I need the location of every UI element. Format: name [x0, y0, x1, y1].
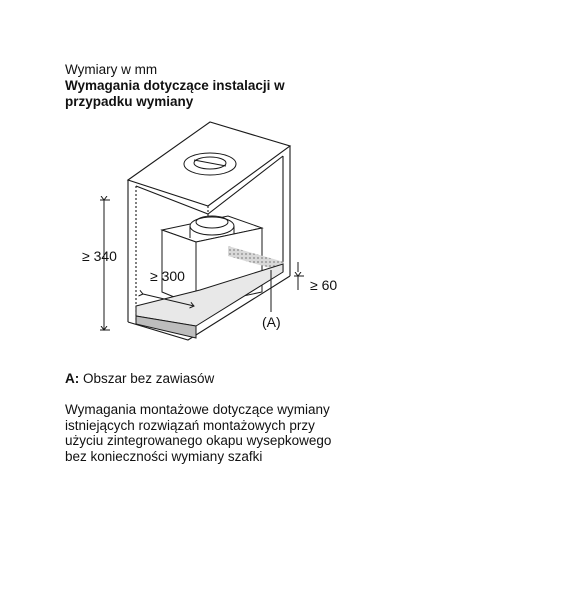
gap-label: ≥ 60: [310, 277, 338, 293]
unit-note: Wymiary w mm: [65, 62, 158, 77]
legend-key: A:: [65, 371, 80, 386]
height-label: ≥ 340: [82, 248, 117, 264]
description: Wymagania montażowe dotyczące wymiany istniejących rozwiązań montażowych przy użyciu zintegrowanego okapu wysepkowego bez konieczności wymiany szafki: [65, 402, 332, 464]
legend: [65, 371, 214, 387]
top-cutout: [184, 153, 236, 175]
depth-label: ≥ 300: [150, 268, 185, 284]
marker-a-label: (A): [262, 314, 281, 330]
legend-text: Obszar bez zawiasów: [79, 371, 215, 386]
height-dimension: [100, 200, 110, 330]
page-title: Wymagania dotyczące instalacji w przypadku wymiany: [65, 78, 285, 109]
gap-dimension: [294, 262, 304, 290]
